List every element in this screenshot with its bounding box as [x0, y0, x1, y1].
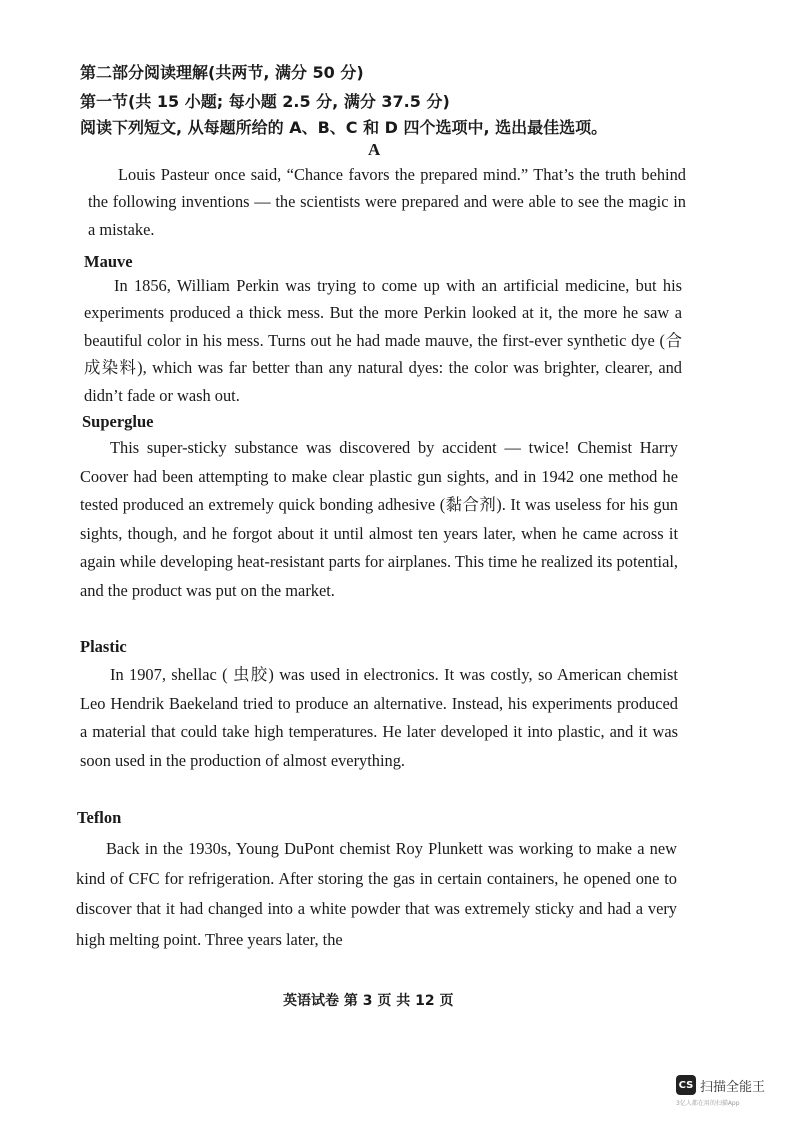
camscanner-logo-icon: CS	[676, 1075, 696, 1095]
paragraph-plastic-text: In 1907, shellac ( 虫胶) was used in electronics. It was costly, so American chemist Leo Hendrik Baekeland tried to produce an alternative. Instead, his experiments produced a material that could take high temperatures. He later developed it into plastic, and it was soon used in the production of almost everything.	[80, 665, 678, 770]
instructions: 阅读下列短文, 从每题所给的 A、B、C 和 D 四个选项中, 选出最佳选项。	[80, 118, 608, 137]
scanner-tagline: 3亿人都在用的扫描App	[676, 1100, 740, 1107]
part-heading: 第二部分阅读理解(共两节, 满分 50 分)	[80, 63, 364, 82]
paragraph-teflon	[76, 834, 677, 955]
subheading-plastic: Plastic	[80, 637, 127, 656]
paragraph-superglue	[80, 434, 678, 606]
scanner-name: 扫描全能王	[700, 1079, 766, 1095]
paragraph-teflon-text: Back in the 1930s, Young DuPont chemist Roy Plunkett was working to make a new kind of CFC for refrigeration. After storing the gas in certain containers, he opened one to discover that it had changed into a white powder that was extremely sticky and had a very high melting point. Three years later, the	[76, 839, 677, 949]
passage-letter: A	[368, 140, 381, 159]
subheading-superglue: Superglue	[82, 412, 154, 431]
page-footer: 英语试卷 第 3 页 共 12 页	[283, 993, 454, 1009]
paragraph-mauve-text: In 1856, William Perkin was trying to come up with an artificial medicine, but his experiments produced a thick mess. But the more Perkin looked at it, the more he saw a beautiful color in his mess. Turns out he had made mauve, the first-ever synthetic dye (合成染料), which was far better than any natural dyes: the color was brighter, clearer, and didn’t fade or wash out.	[84, 276, 682, 405]
subheading-teflon: Teflon	[77, 808, 122, 827]
paragraph-plastic	[80, 661, 678, 775]
scanner-watermark	[676, 1075, 765, 1095]
subheading-mauve: Mauve	[84, 252, 133, 271]
paragraph-superglue-text: This super-sticky substance was discovered by accident — twice! Chemist Harry Coover had been attempting to make clear plastic gun sights, and in 1942 one method he tested produced an extremely quick bonding adhesive (黏合剂). It was useless for his gun sights, though, and he forgot about it until almost ten years later, when he came across it again while developing heat-resistant parts for airplanes. This time he realized its potential, and the product was put on the market.	[80, 438, 678, 600]
paragraph-mauve	[84, 272, 682, 409]
section-heading: 第一节(共 15 小题; 每小题 2.5 分, 满分 37.5 分)	[80, 92, 450, 111]
intro-paragraph	[88, 161, 686, 243]
intro-text: Louis Pasteur once said, “Chance favors the prepared mind.” That’s the truth behind the following inventions — the scientists were prepared and were able to see the magic in a mistake.	[88, 165, 686, 239]
